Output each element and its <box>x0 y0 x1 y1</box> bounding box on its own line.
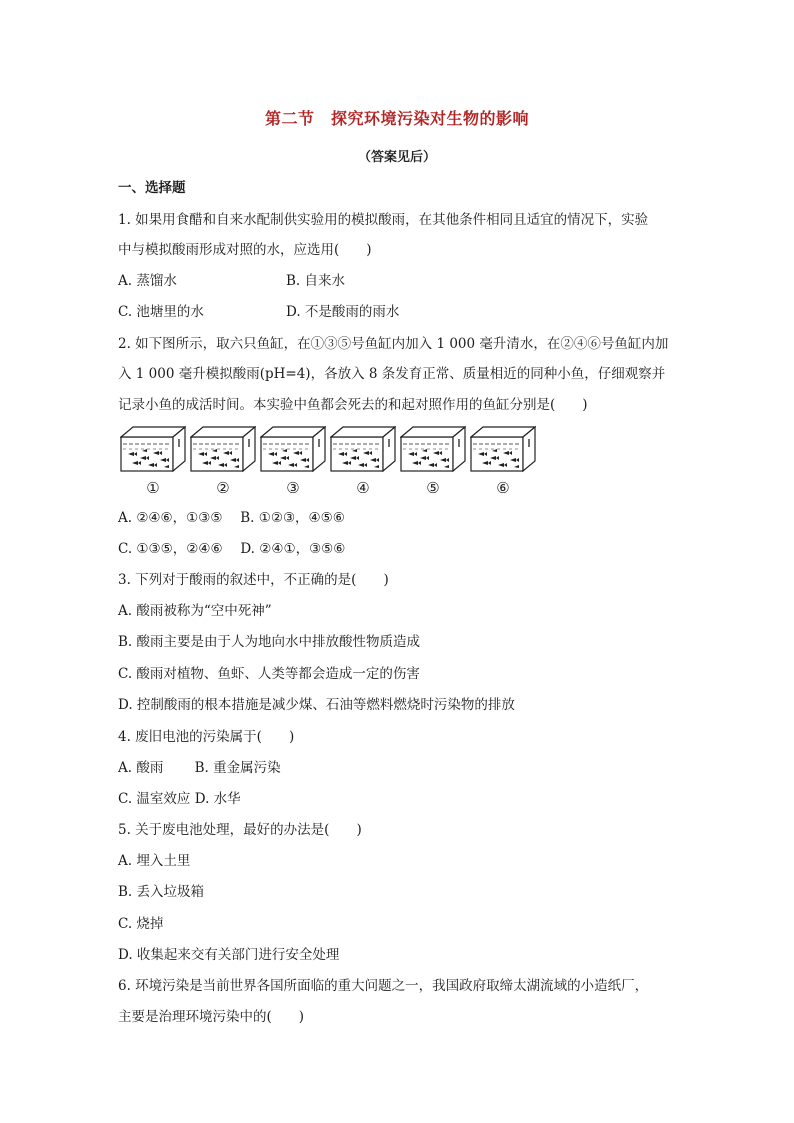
page-subtitle: （答案见后） <box>357 150 436 165</box>
q1-option-a: A. 蒸馏水 <box>118 273 177 289</box>
q1-option-b: B. 自来水 <box>286 273 346 289</box>
q1-option-d: D. 不是酸雨的雨水 <box>286 304 400 320</box>
section-heading: 一、选择题 <box>118 180 186 196</box>
fish-tank-6 <box>470 425 536 473</box>
q5-option-b: B. 丢入垃圾箱 <box>118 884 205 900</box>
fish-tank-1 <box>120 425 186 473</box>
q5-option-d: D. 收集起来交有关部门进行安全处理 <box>118 947 340 963</box>
q2-stem-line3: 记录小鱼的成活时间。本实验中鱼都会死去的和起对照作用的鱼缸分别是( ) <box>118 397 588 413</box>
q2-options-ab: A. ②④⑥，①③⑤ B. ①②③，④⑤⑥ <box>118 510 345 526</box>
q5-option-a: A. 埋入土里 <box>118 853 191 869</box>
q5-option-c: C. 烧掉 <box>118 916 164 932</box>
q2-options-cd: C. ①③⑤，②④⑥ D. ②④①，③⑤⑥ <box>118 541 346 557</box>
q2-stem-line2: 入 1 000 毫升模拟酸雨(pH=4)，各放入 8 条发育正常、质量相近的同种小鱼，仔细观察并 <box>118 366 666 382</box>
page-title: 第二节 探究环境污染对生物的影响 <box>264 109 529 128</box>
q4-options-cd: C. 温室效应 D. 水华 <box>118 791 241 807</box>
q1-stem-line1: 1. 如果用食醋和自来水配制供实验用的模拟酸雨，在其他条件相同且适宜的情况下，实验 <box>118 212 649 228</box>
q1-stem-line2: 中与模拟酸雨形成对照的水，应选用( ) <box>118 242 372 258</box>
q1-options-cd <box>118 302 678 322</box>
q3-option-c: C. 酸雨对植物、鱼虾、人类等都会造成一定的伤害 <box>118 666 420 682</box>
fish-tank-3 <box>260 425 326 473</box>
q4-stem: 4. 废旧电池的污染属于( ) <box>118 729 295 745</box>
q6-stem-line2: 主要是治理环境污染中的( ) <box>118 1009 305 1025</box>
fish-tank-4 <box>330 425 396 473</box>
q3-option-b: B. 酸雨主要是由于人为地向水中排放酸性物质造成 <box>118 634 421 650</box>
fish-tank-2 <box>190 425 256 473</box>
q2-stem-line1: 2. 如下图所示，取六只鱼缸，在①③⑤号鱼缸内加入 1 000 毫升清水，在②④⑥号鱼缸内加 <box>118 336 669 352</box>
tank-label-5: ⑤ <box>426 479 440 497</box>
q4-options-ab: A. 酸雨 B. 重金属污染 <box>118 760 281 776</box>
q1-options-ab <box>118 271 678 291</box>
q3-option-a: A. 酸雨被称为“空中死神” <box>118 603 272 619</box>
tank-label-3: ③ <box>286 479 300 497</box>
q1-option-c: C. 池塘里的水 <box>118 304 204 320</box>
tank-label-6: ⑥ <box>496 479 510 497</box>
fish-tank-5 <box>400 425 466 473</box>
q6-stem-line1: 6. 环境污染是当前世界各国所面临的重大问题之一，我国政府取缔太湖流域的小造纸厂， <box>118 978 649 994</box>
q3-stem: 3. 下列对于酸雨的叙述中，不正确的是( ) <box>118 572 389 588</box>
q5-stem: 5. 关于废电池处理，最好的办法是( ) <box>118 822 362 838</box>
q3-option-d: D. 控制酸雨的根本措施是减少煤、石油等燃料燃烧时污染物的排放 <box>118 697 515 713</box>
fish-tank-figure <box>120 425 550 500</box>
tank-label-4: ④ <box>356 479 370 497</box>
tank-label-2: ② <box>216 479 230 497</box>
tank-label-1: ① <box>146 479 160 497</box>
